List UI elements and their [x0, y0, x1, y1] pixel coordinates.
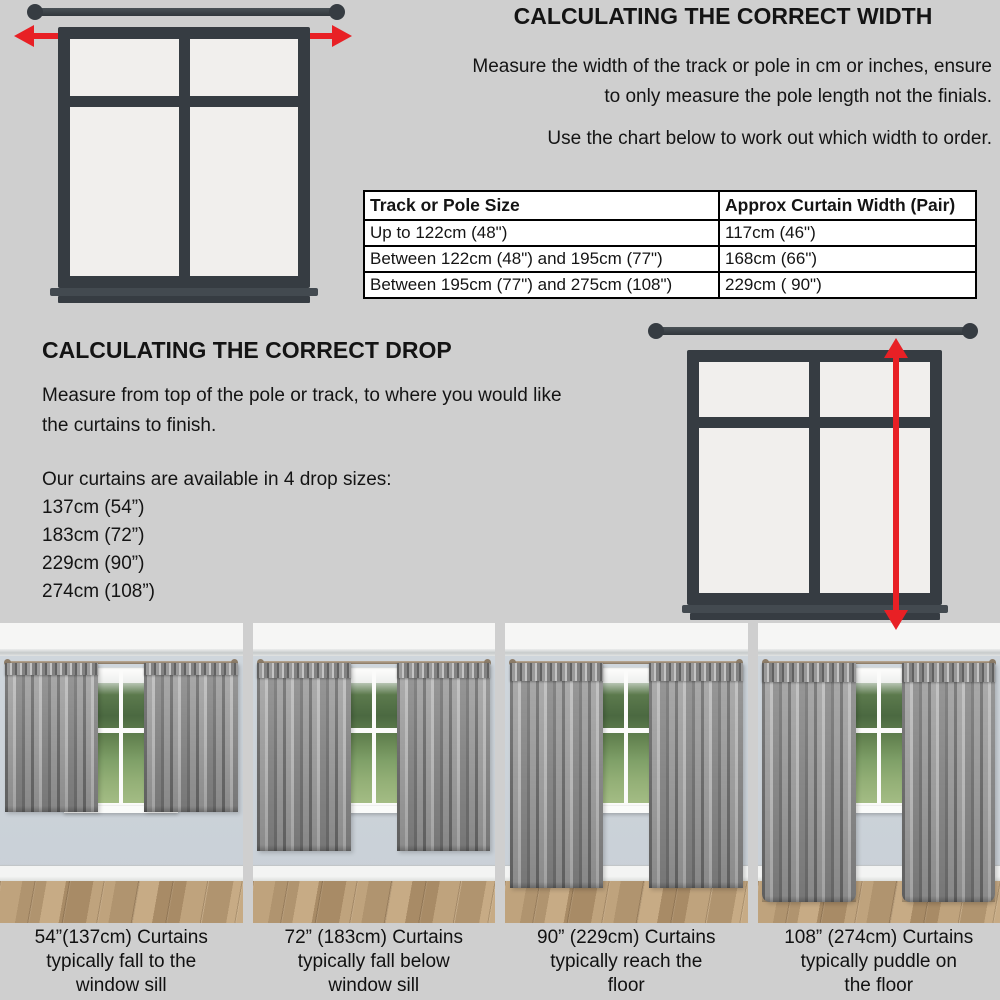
curtain-panel-right: [902, 663, 995, 902]
pole-finial-left-icon: [27, 4, 43, 20]
curtain-panel-right: [649, 663, 742, 889]
width-section-title: CALCULATING THE CORRECT WIDTH: [513, 3, 933, 29]
drop-size-item: 229cm (90”): [42, 553, 145, 574]
curtain-panel-left: [510, 663, 603, 889]
table-cell: 229cm ( 90"): [719, 272, 976, 298]
ceiling-molding: [758, 649, 1000, 656]
width-section-intro: [400, 52, 992, 154]
width-chart-note: Use the chart below to work out which width to order.: [547, 128, 992, 149]
table-cell: 168cm (66"): [719, 246, 976, 272]
pole-finial-left-icon: [648, 323, 664, 339]
drop-measure-illustration: [640, 318, 1000, 636]
width-intro-line-1: Measure the width of the track or pole in cm or inches, ensure: [472, 56, 992, 77]
caption-line: typically reach the: [550, 951, 703, 972]
baseboard: [0, 865, 243, 882]
photo-captions: [0, 926, 1000, 998]
table-cell: Between 195cm (77") and 275cm (108"): [364, 272, 719, 298]
caption-line: the floor: [844, 975, 914, 996]
caption-108in: [758, 926, 1000, 998]
width-measure-illustration: [0, 0, 360, 312]
col-header-curtain-width: Approx Curtain Width (Pair): [719, 191, 976, 220]
caption-line: typically puddle on: [800, 951, 957, 972]
window-pane: [699, 362, 809, 417]
ceiling-molding: [253, 649, 496, 656]
caption-line: typically fall to the: [46, 951, 197, 972]
curtain-photo-90in: [505, 623, 748, 923]
curtain-panel-left: [257, 663, 350, 851]
ceiling: [0, 623, 243, 649]
table-row: [364, 220, 976, 246]
drop-size-item: 183cm (72”): [42, 525, 145, 546]
drop-size-item: 137cm (54”): [42, 497, 145, 518]
caption-line: typically fall below: [297, 951, 450, 972]
curtain-panel-right: [397, 663, 490, 851]
caption-line: window sill: [75, 975, 167, 996]
drop-sizes-list: [42, 466, 392, 606]
caption-line: 54”(137cm) Curtains: [34, 927, 208, 948]
ceiling-molding: [0, 649, 243, 656]
drop-arrow-icon: [884, 338, 908, 630]
width-intro-line-2: to only measure the pole length not the finials.: [604, 86, 992, 107]
caption-line: floor: [607, 975, 645, 996]
drop-section-title: CALCULATING THE CORRECT DROP: [42, 337, 452, 363]
caption-72in: [253, 926, 496, 998]
pole-finial-right-icon: [329, 4, 345, 20]
table-cell: Between 122cm (48") and 195cm (77"): [364, 246, 719, 272]
window-sill-base: [58, 296, 310, 303]
curtain-photo-54in: [0, 623, 243, 923]
window-pane: [699, 428, 809, 593]
table-row: [364, 246, 976, 272]
caption-line: 72” (183cm) Curtains: [284, 927, 463, 948]
wood-floor: [0, 881, 243, 923]
curtain-panel-left: [762, 663, 855, 902]
window-pane: [820, 362, 930, 417]
curtain-pole: [655, 327, 970, 335]
ceiling: [253, 623, 496, 649]
curtain-drop-examples: [0, 623, 1000, 923]
ceiling-molding: [505, 649, 748, 656]
pole-finial-right-icon: [962, 323, 978, 339]
window-pane: [70, 107, 179, 276]
caption-54in: [0, 926, 243, 998]
window-pane: [190, 107, 299, 276]
curtain-size-table: [363, 190, 977, 299]
table-header-row: [364, 191, 976, 220]
caption-90in: [505, 926, 748, 998]
table-cell: 117cm (46"): [719, 220, 976, 246]
drop-section-intro: Measure from top of the pole or track, to where you would like the curtains to finish.: [42, 385, 562, 436]
baseboard: [253, 865, 496, 882]
drop-size-item: 274cm (108”): [42, 581, 155, 602]
col-header-track-size: Track or Pole Size: [364, 191, 719, 220]
table-row: [364, 272, 976, 298]
table-cell: Up to 122cm (48"): [364, 220, 719, 246]
drop-sizes-heading: Our curtains are available in 4 drop sizes:: [42, 469, 392, 490]
window-sill: [50, 288, 318, 296]
caption-line: 108” (274cm) Curtains: [784, 927, 974, 948]
wood-floor: [253, 881, 496, 923]
window-pane: [190, 39, 299, 96]
caption-line: window sill: [328, 975, 420, 996]
window-frame: [58, 27, 310, 288]
curtain-panel-right: [144, 663, 237, 812]
window-pane: [820, 428, 930, 593]
caption-line: 90” (229cm) Curtains: [537, 927, 716, 948]
curtain-pole: [35, 8, 338, 16]
curtain-photo-108in: [758, 623, 1000, 923]
curtain-photo-72in: [253, 623, 496, 923]
curtain-panel-left: [5, 663, 98, 812]
window-sill: [682, 605, 948, 613]
window-pane: [70, 39, 179, 96]
